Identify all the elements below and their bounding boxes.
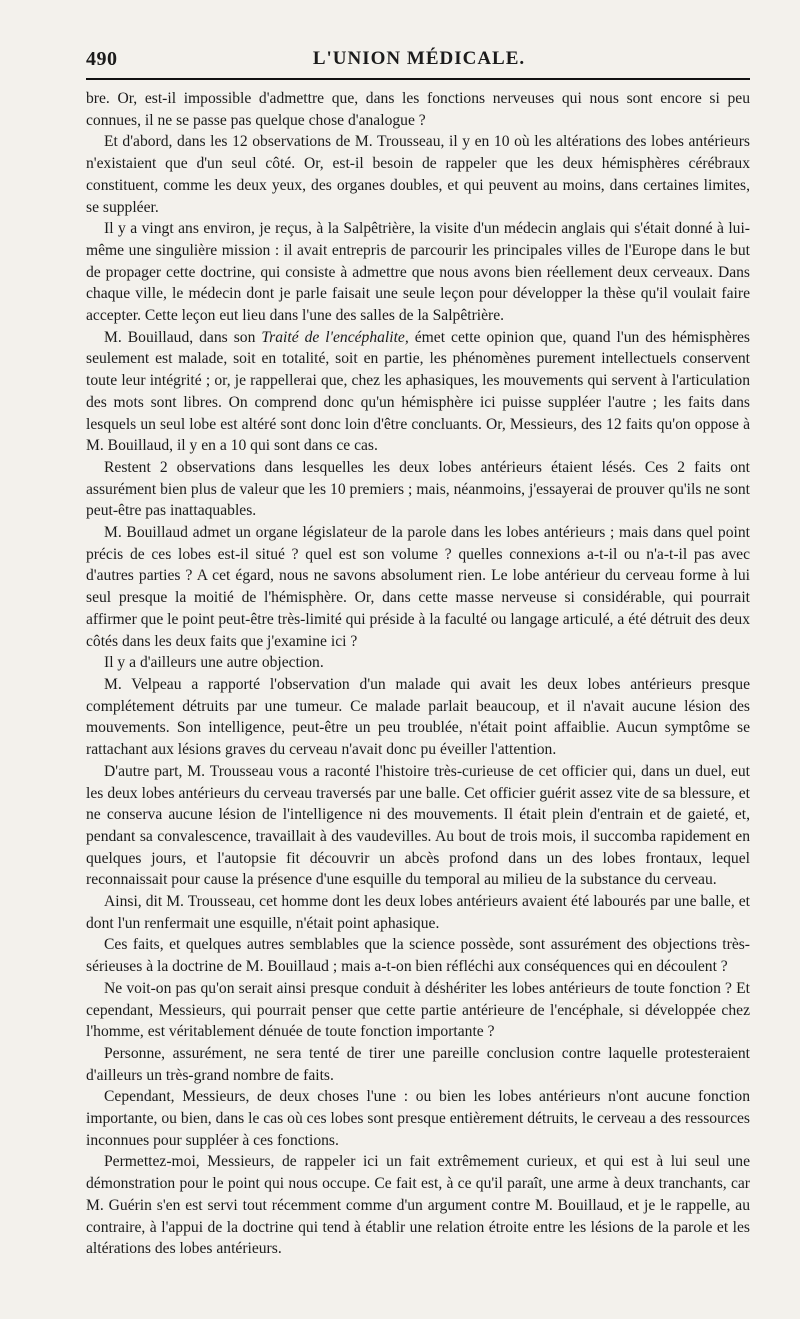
book-title: Traité de l'encéphalite, [261,328,409,346]
paragraph: M. Bouillaud admet un organe législateur de la parole dans les lobes antérieurs ; mais dans quel point précis de ces lobes est-il situé ? quel est son volume ? quelles connexions a-t-il ou n'a-t-il pas avec d'autres parties ? A cet égard, nous ne savons absolument rien. Le lobe antérieur du cerveau forme à lui seul presque la moitié de l'hémisphère. Or, dans cette masse nerveuse si considérable, qui pourrait affirmer que le point peut-être très-limité qui préside à la faculté ou langage articulé, a été détruit des deux côtés dans les deux faits que j'examine ici ? [86,524,750,650]
paragraph: Restent 2 observations dans lesquelles les deux lobes antérieurs étaient lésés. Ces 2 faits ont assurément bien plus de valeur que les 10 premiers ; mais, néanmoins, j'essayerai de prouver qu'ils ne sont peut-être pas inattaquables. [86,458,750,520]
page-header [86,44,752,72]
paragraph: Ainsi, dit M. Trousseau, cet homme dont les deux lobes antérieurs avaient été labourés par une balle, et dont l'un renfermait une esquille, n'était point aphasique. [86,893,750,932]
paragraph: bre. Or, est-il impossible d'admettre que, dans les fonctions nerveuses qui nous sont encore si peu connues, il ne se passe pas quelque chose d'analogue ? [86,90,750,129]
page-number: 490 [86,48,118,70]
paragraph: Et d'abord, dans les 12 observations de M. Trousseau, il y en 10 où les altérations des lobes antérieurs n'existaient que d'un seul côté. Or, est-il besoin de rappeler que les deux hémisphères cérébraux constituent, comme les deux yeux, des organes doubles, et qui peuvent au moins, dans certaines limites, se suppléer. [86,133,750,216]
paragraph: Cependant, Messieurs, de deux choses l'une : ou bien les lobes antérieurs n'ont aucune fonction importante, ou bien, dans le cas où ces lobes sont presque entièrement détruits, le cerveau a des ressources inconnues pour suppléer à ces fonctions. [86,1088,750,1149]
running-title: L'UNION MÉDICALE. [312,48,526,69]
paragraph: Personne, assurément, ne sera tenté de tirer une pareille conclusion contre laquelle protesteraient d'ailleurs un très-grand nombre de faits. [86,1044,750,1084]
paragraph: Ces faits, et quelques autres semblables que la science possède, sont assurément des objections très-sérieuses à la doctrine de M. Bouillaud ; mais a-t-on bien réfléchi aux conséquences qui en découlent ? [86,936,750,976]
paragraph: Ne voit-on pas qu'on serait ainsi presque conduit à déshériter les lobes antérieurs de toute fonction ? Et cependant, Messieurs, qui pourrait penser que cette partie antérieure de l'encéphale, si développée chez l'homme, est véritablement dénuée de toute fonction importante ? [86,979,750,1041]
paragraph: M. Velpeau a rapporté l'observation d'un malade qui avait les deux lobes antérieurs presque complétement détruits par une tumeur. Ce malade parlait beaucoup, et il n'avait aucune lésion des mouvements. Son intelligence, peut-être un peu troublée, n'était point affaiblie. Aucun symptôme se rattachant aux lésions graves du cerveau n'avait donc pu éveiller l'attention. [86,675,750,759]
body-text [86,88,750,1260]
paragraph: Il y a vingt ans environ, je reçus, à la Salpêtrière, la visite d'un médecin anglais qui s'était donné à lui-même une singulière mission : il avait entrepris de parcourir les principales villes de l'Europe dans le but de propager cette doctrine, qui consiste à admettre que nous avons bien réellement deux cerveaux. Dans chaque ville, le médecin dont je parle faisait une seule leçon pour développer la thèse qu'il voulait faire accepter. Cette leçon eut lieu dans l'une des salles de la Salpêtrière. [86,220,750,325]
paragraph: Permettez-moi, Messieurs, de rappeler ici un fait extrêmement curieux, et qui est à lui seul une démonstration pour le point qui nous occupe. Ce fait est, à ce qu'il paraît, une arme à deux tranchants, car M. Guérin s'en est servi tout récemment comme d'un argument contre M. Bouillaud, et je le rappelle, au contraire, à l'appui de la doctrine qui tend à établir une relation étroite entre les lésions de la parole et les altérations des lobes antérieurs. [86,1153,750,1258]
paragraph: Il y a d'ailleurs une autre objection. [104,654,324,672]
paragraph: M. Bouillaud, dans son Traité de l'encéphalite, émet cette opinion que, quand l'un des hémisphères seulement est malade, soit en totalité, soit en partie, les phénomènes purement intellectuels conservent toute leur intégrité ; or, je rappellerai que, chez les aphasiques, les mouvements qui servent à l'articulation des mots sont libres. On comprend donc qu'un hémisphère ici puisse suppléer l'autre ; les faits dans lesquels un seul lobe est altéré sont donc loin d'être concluants. Or, Messieurs, des 12 faits qu'on oppose à M. Bouillaud, il y en a 10 qui sont dans ce cas. [86,328,750,455]
header-rule [86,78,750,80]
paragraph: D'autre part, M. Trousseau vous a raconté l'histoire très-curieuse de cet officier qui, dans un duel, eut les deux lobes antérieurs du cerveau traversés par une balle. Cet officier guérit assez vite de sa blessure, et ne conserva aucune lésion de l'intelligence ni des mouvements. Il était plein d'entrain et de gaieté, et, pendant sa convalescence, travaillait à des vaudevilles. Au bout de trois mois, il succomba rapidement en quelques jours, et l'autopsie fit découvrir un abcès profond dans un des lobes frontaux, lequel reconnaissait pour cause la présence d'une esquille du temporal au milieu de la substance du cerveau. [86,762,750,889]
